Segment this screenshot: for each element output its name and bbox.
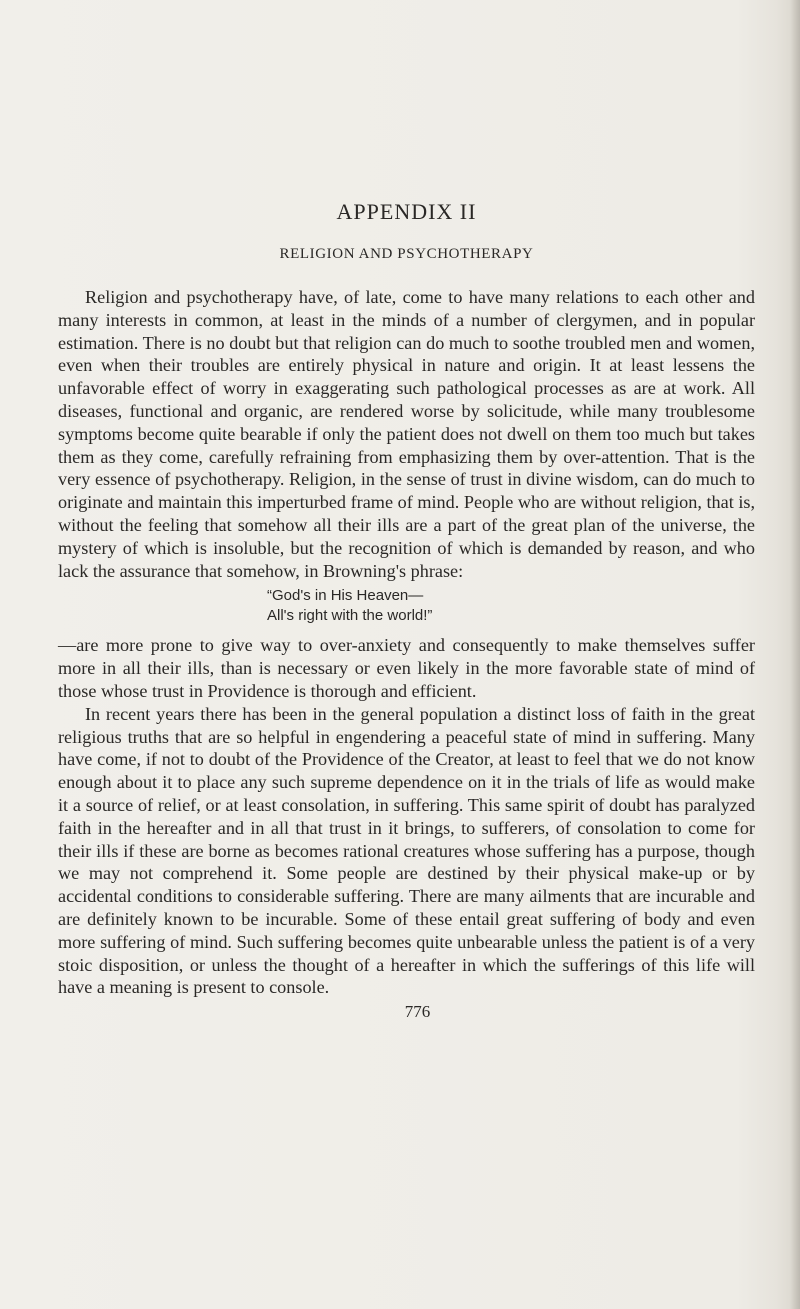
page-number: 776: [404, 1002, 431, 1022]
quote-line-2: All's right with the world!”: [267, 607, 433, 625]
browning-quote: [267, 586, 755, 626]
paragraph-1: Religion and psychotherapy have, of late, come to have many relations to each other and many interests in common, at least in the minds of a number of clergymen, and in popular estimation. There is no doubt but that religion can do much to soothe troubled men and women, even when their troubles are entirely physical in nature and origin. It at least lessens the unfavorable effect of worry in exaggerating such pathological processes as are at work. All diseases, functional and organic, are rendered worse by solicitude, while many troublesome symptoms become quite bearable if only the patient does not dwell on them too much but takes them as they come, carefully refraining from emphasizing them by over-attention. That is the very essence of psychotherapy. Religion, in the sense of trust in divine wisdom, can do much to originate and maintain this imperturbed frame of mind. People who are without religion, that is, without the feeling that somehow all their ills are a part of the great plan of the universe, the mystery of which is insoluble, but the recognition of which is demanded by reason, and who lack the assurance that somehow, in Browning's phrase:: [58, 287, 755, 581]
quote-line-1: “God's in His Heaven—: [267, 587, 424, 605]
section-title: RELIGION AND PSYCHOTHERAPY: [279, 246, 534, 262]
appendix-title: APPENDIX II: [336, 199, 477, 224]
paragraph-2: —are more prone to give way to over-anxiety and consequently to make themselves suffer more in all their ills, than is necessary or even likely in the more favorable state of mind of those whose trust in Providence is thorough and efficient.: [58, 635, 755, 701]
paragraph-3: In recent years there has been in the general population a distinct loss of faith in the great religious truths that are so helpful in engendering a peaceful state of mind in suffering. Many have come, if not to doubt of the Providence of the Creator, at least to feel that we do not know enough about it to place any such supreme dependence on it in the trials of life as would make it a source of relief, or at least consolation, in suffering. This same spirit of doubt has paralyzed faith in the hereafter and in all that trust in it brings, to sufferers, of consolation to come for their ills if these are borne as becomes rational creatures whose suffering has a purpose, though we may not comprehend it. Some people are destined by their physical make-up or by accidental conditions to considerable suffering. There are many ailments that are incurable and are definitely known to be incurable. Some of these entail great suffering of body and even more suffering of mind. Such suffering becomes quite unbearable unless the patient is of a very stoic disposition, or unless the thought of a hereafter in which the sufferings of this life will have a meaning is present to console.: [58, 703, 755, 998]
page-gutter-shadow: [790, 0, 800, 1309]
page-content: [58, 197, 755, 1023]
